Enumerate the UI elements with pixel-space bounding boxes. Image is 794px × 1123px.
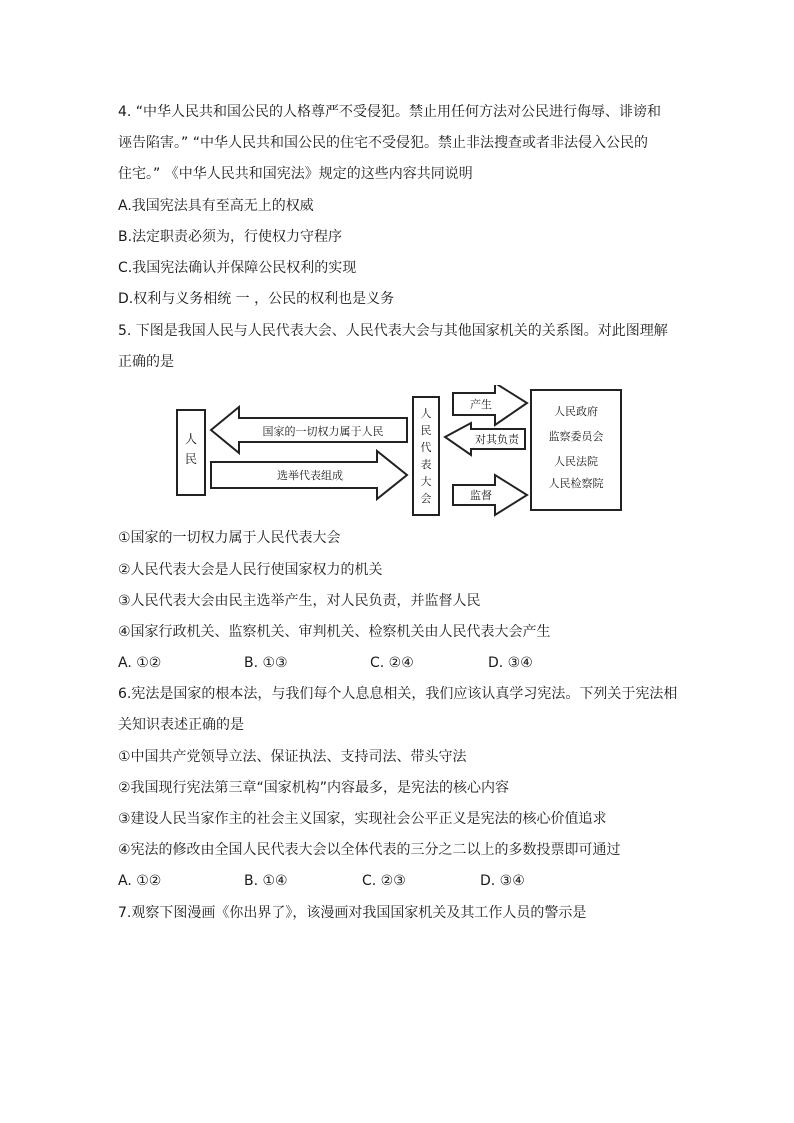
q6-statement-1: ①中国共产党领导立法、保证执法、支持司法、带头守法 (118, 749, 467, 765)
npc-label-char: 民 (420, 424, 432, 437)
q5-statement-4: ④国家行政机关、监察机关、审判机关、检察机关由人民代表大会产生 (118, 624, 551, 640)
q6-statement-3: ③建设人民当家作主的社会主义国家，实现社会公平正义是宪法的核心价值追求 (118, 811, 607, 827)
arrow-responsible-label: 对其负责 (475, 433, 519, 446)
relationship-diagram (175, 385, 625, 525)
q5-answer-c[interactable]: C. ②④ (370, 655, 414, 671)
q4-option-c: C.我国宪法确认并保障公民权利的实现 (118, 260, 357, 276)
q4-stem-line1: 4. “中华人民共和国公民的人格尊严不受侵犯。禁止用任何方法对公民进行侮辱、诽谤和 (118, 104, 662, 120)
q6-answer-d[interactable]: D. ③④ (480, 873, 525, 889)
arrow-produce-label: 产生 (470, 398, 492, 411)
q6-statement-2: ②我国现行宪法第三章“国家机构”内容最多，是宪法的核心内容 (118, 780, 510, 796)
q4-option-a: A.我国宪法具有至高无上的权威 (118, 198, 314, 214)
organ-government: 人民政府 (554, 405, 598, 418)
arrow-power-to-people-label: 国家的一切权力属于人民 (262, 425, 384, 438)
npc-label-char: 大 (420, 475, 432, 488)
q6-stem-line1: 6.宪法是国家的根本法，与我们每个人息息相关，我们应该认真学习宪法。下列关于宪法相 (118, 686, 678, 702)
q4-option-b: B.法定职责必须为，行使权力守程序 (118, 229, 343, 245)
q4-stem-line2: 诬告陷害。” “中华人民共和国公民的住宅不受侵犯。禁止非法搜查或者非法侵入公民的 (118, 135, 648, 151)
arrow-elect-representatives-label: 选举代表组成 (277, 469, 343, 482)
q5-stem-line2: 正确的是 (118, 354, 174, 370)
people-label-char1: 人 (184, 432, 198, 446)
npc-label-char: 表 (420, 458, 432, 471)
npc-label-char: 代 (420, 441, 432, 454)
q5-stem-line1: 5. 下图是我国人民与人民代表大会、人民代表大会与其他国家机关的关系图。对此图理解 (118, 323, 668, 339)
q7-stem-line1: 7.观察下图漫画《你出界了》，该漫画对我国国家机关及其工作人员的警示是 (118, 905, 587, 921)
organ-procuratorate: 人民检察院 (548, 477, 604, 490)
q5-answer-d[interactable]: D. ③④ (488, 655, 533, 671)
organ-supervisory-commission: 监察委员会 (548, 430, 604, 443)
q6-answer-b[interactable]: B. ①④ (244, 873, 288, 889)
q5-statement-2: ②人民代表大会是人民行使国家权力的机关 (118, 562, 383, 578)
q6-statement-4: ④宪法的修改由全国人民代表大会以全体代表的三分之二以上的多数投票即可通过 (118, 842, 621, 858)
q4-stem-line3: 住宅。” 《中华人民共和国宪法》规定的这些内容共同说明 (118, 166, 473, 182)
organ-court: 人民法院 (554, 455, 598, 468)
q6-answer-a[interactable]: A. ①② (118, 873, 162, 889)
q5-answer-a[interactable]: A. ①② (118, 655, 162, 671)
arrow-supervise-label: 监督 (470, 489, 492, 502)
q6-answer-c[interactable]: C. ②③ (362, 873, 406, 889)
q5-answer-b[interactable]: B. ①③ (244, 655, 288, 671)
q4-option-d: D.权利与义务相统 一 ，公民的权利也是义务 (118, 291, 395, 307)
people-label-char2: 民 (184, 452, 198, 466)
npc-label-char: 会 (420, 492, 432, 505)
q6-stem-line2: 关知识表述正确的是 (118, 717, 244, 733)
q5-statement-3: ③人民代表大会由民主选举产生，对人民负责，并监督人民 (118, 593, 481, 609)
npc-label-char: 人 (420, 407, 432, 420)
q5-statement-1: ①国家的一切权力属于人民代表大会 (118, 530, 341, 546)
